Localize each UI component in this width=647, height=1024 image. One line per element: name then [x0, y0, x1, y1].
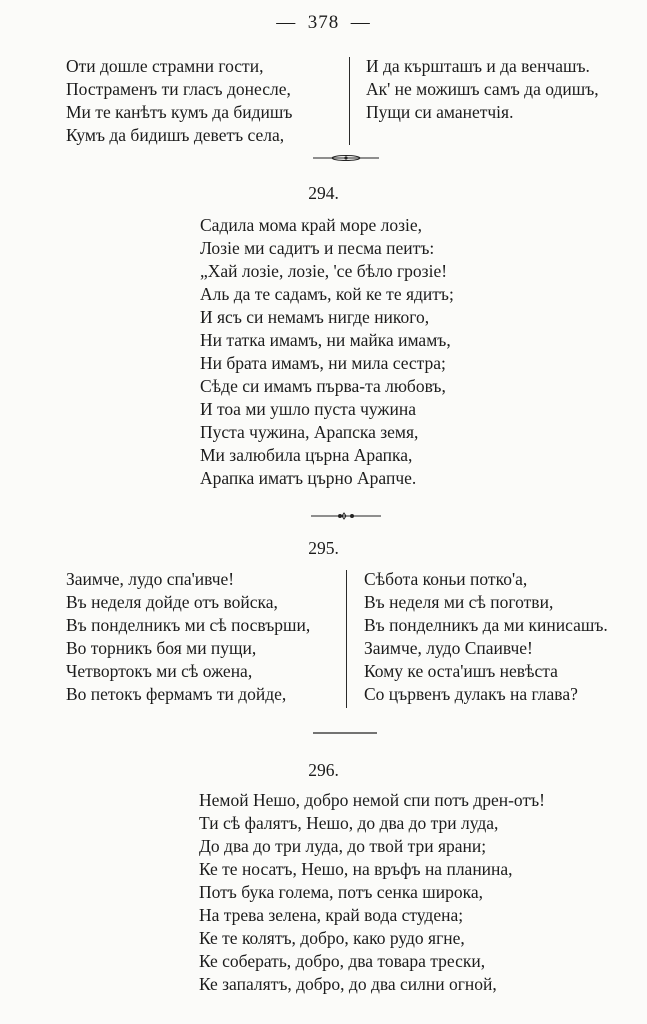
verse-line: Ке запалятъ, добро, до два силни огнoй, [199, 974, 497, 994]
verse-line: Постраменъ ти гласъ донесле, [66, 79, 291, 99]
verse-line: Ке те колятъ, добро, како рудо ягне, [199, 928, 465, 948]
verse-line: Аль да те садамъ, кой ке те ядитъ; [200, 284, 454, 304]
verse-line: Потъ бука голема, потъ сенка широка, [199, 882, 483, 902]
song-number: 295. [308, 538, 339, 558]
verse-line: Въ неделя дойде отъ войска, [66, 592, 278, 612]
rule-divider [313, 730, 377, 736]
verse-line: Сѣбота коньи потко'а, [364, 569, 528, 589]
song-295-left-column [66, 568, 310, 706]
verse-line: Въ понделникъ да ми кинисашъ. [364, 615, 608, 635]
verse-line: До два до три луда, до твой три ярани; [199, 836, 487, 856]
ornament-divider [311, 511, 381, 521]
song-number: 294. [308, 183, 339, 203]
song-294-verse [200, 214, 454, 490]
verse-line: Заимче, лудо спа'ивче! [66, 569, 235, 589]
verse-line: На трева зелена, край вода студена; [199, 905, 464, 925]
verse-line: И тоа ми ушло пуста чужина [200, 399, 417, 419]
verse-line: Заимче, лудо Спаивче! [364, 638, 533, 658]
verse-line: Пущи си аманетчія. [366, 102, 514, 122]
verse-line: Ке соберать, добро, два товара трески, [199, 951, 486, 971]
page-number: — 378 — [276, 12, 371, 33]
verse-line: Четвортокъ ми сѣ ожена, [66, 661, 253, 681]
verse-line: Со цървенъ дулакъ на глава? [364, 684, 578, 704]
verse-line: И ясъ си немамъ нигде никого, [200, 307, 430, 327]
verse-line: Сѣде си имамъ първа-та любовъ, [200, 376, 446, 396]
verse-line: Ни брата имамъ, ни мила сестра; [200, 353, 446, 373]
verse-line: Въ понделникъ ми сѣ посвърши, [66, 615, 311, 635]
song-296-verse [199, 789, 545, 996]
verse-line: Ак' не можишъ самъ да одишъ, [366, 79, 599, 99]
song-295-right-column [364, 568, 608, 706]
verse-line: Немой Нешо, добро немой спи потъ дрен-отъ! [199, 790, 545, 810]
verse-line: Кому ке оста'ишъ невѣста [364, 661, 558, 681]
verse-line: Во петокъ фермамъ ти дойде, [66, 684, 287, 704]
verse-line: Оти дошле страмни гости, [66, 56, 264, 76]
verse-line: Садила мома край море лозіе, [200, 215, 423, 235]
song-number: 296. [308, 760, 339, 780]
verse-line: Арапка иматъ църно Арапче. [200, 468, 417, 488]
ornament-divider [313, 153, 379, 163]
verse-line: Во торникъ боя ми пущи, [66, 638, 257, 658]
verse-line: Ти сѣ фалятъ, Нешо, до два до три луда, [199, 813, 499, 833]
verse-line: „Хай лозіе, лозіе, 'се бѣло грозіе! [200, 261, 448, 281]
column-divider [349, 57, 350, 145]
verse-line: Въ неделя ми сѣ поготви, [364, 592, 554, 612]
verse-line: Лозіе ми садитъ и песма пеитъ: [200, 238, 435, 258]
verse-line: Кумъ да бидишъ деветъ села, [66, 125, 285, 145]
verse-line: Пуста чужина, Арапска земя, [200, 422, 419, 442]
top-fragment-left-column [66, 55, 292, 147]
top-fragment-right-column [366, 55, 599, 124]
column-divider [346, 570, 347, 708]
verse-line: Ми залюбила църна Арапка, [200, 445, 413, 465]
verse-line: Ке те носатъ, Нешо, на връфъ на планина, [199, 859, 513, 879]
verse-line: Ни татка имамъ, ни майка имамъ, [200, 330, 451, 350]
verse-line: И да кършташъ и да венчашъ. [366, 56, 590, 76]
verse-line: Ми те канѣтъ кумъ да бидишъ [66, 102, 293, 122]
